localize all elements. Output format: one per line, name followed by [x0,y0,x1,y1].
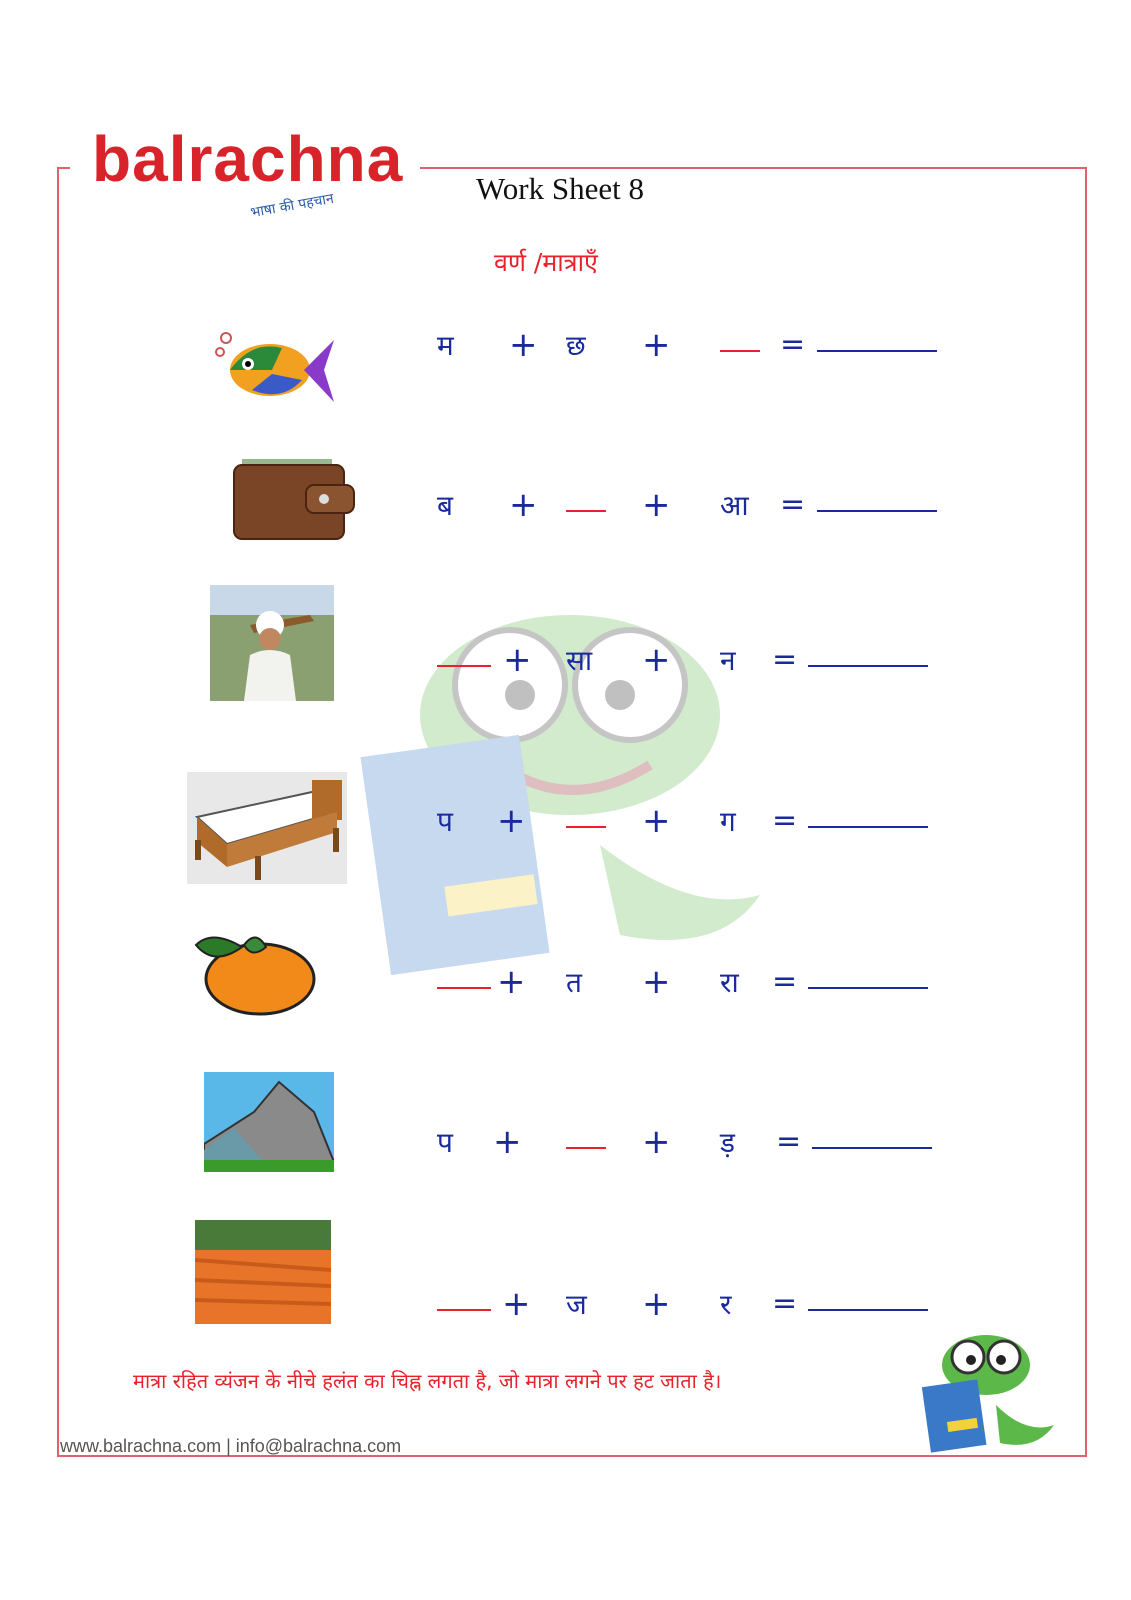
carrots-icon [195,1220,331,1324]
blank-line[interactable] [437,665,491,667]
plus-sign: + [642,1122,671,1162]
equals-sign: = [772,642,798,677]
plus-sign: + [502,1284,531,1324]
letter-cell: ज [566,1288,587,1321]
equals-sign: = [776,1124,802,1159]
answer-line[interactable] [812,1147,932,1149]
letter-cell: आ [720,489,749,522]
plus-sign: + [642,640,671,680]
footer-contact: www.balrachna.com | info@balrachna.com [60,1436,402,1456]
page-title: Work Sheet 8 [476,171,644,206]
answer-line[interactable] [817,510,937,512]
letter-cell: न [720,644,736,677]
letter-cell: म [437,329,454,362]
blank-line[interactable] [566,510,606,512]
equals-sign: = [780,327,806,362]
plus-sign: + [642,325,671,365]
blank-line[interactable] [437,987,491,989]
answer-line[interactable] [808,987,928,989]
letter-cell: ड़ [720,1126,735,1159]
plus-sign: + [642,1284,671,1324]
plus-sign: + [509,485,538,525]
blank-line[interactable] [720,350,760,352]
letter-cell: ग [720,805,736,838]
letter-cell: प [437,1126,453,1159]
page-subtitle: वर्ण /मात्राएँ [494,248,598,277]
letter-cell: र [720,1288,732,1321]
fish-icon [212,330,336,406]
blank-line[interactable] [437,1309,491,1311]
mascot-icon [916,1325,1056,1455]
letter-cell: छ [566,329,586,362]
letter-cell: रा [720,966,739,999]
logo: balrachna [92,123,404,195]
blank-line[interactable] [566,1147,606,1149]
plus-sign: + [503,640,532,680]
equals-sign: = [772,1286,798,1321]
logo-tagline: भाषा की पहचान [249,190,335,222]
answer-line[interactable] [817,350,937,352]
equals-sign: = [780,487,806,522]
plus-sign: + [509,325,538,365]
bed-icon [187,772,347,884]
plus-sign: + [497,962,526,1002]
instruction-note: मात्रा रहित व्यंजन के नीचे हलंत का चिह्न लगता है, जो मात्रा लगने पर हट जाता है। [133,1369,722,1393]
equals-sign: = [772,803,798,838]
orange-icon [192,925,316,1017]
equals-sign: = [772,964,798,999]
plus-sign: + [642,485,671,525]
blank-line[interactable] [566,826,606,828]
letter-cell: ब [437,489,453,522]
farmer-icon [210,585,334,701]
letter-cell: त [566,966,582,999]
plus-sign: + [493,1122,522,1162]
answer-line[interactable] [808,826,928,828]
letter-cell: प [437,805,453,838]
plus-sign: + [642,962,671,1002]
plus-sign: + [642,801,671,841]
letter-cell: सा [566,644,593,677]
answer-line[interactable] [808,1309,928,1311]
wallet-icon [232,455,356,543]
answer-line[interactable] [808,665,928,667]
plus-sign: + [497,801,526,841]
mountain-icon [204,1072,334,1172]
